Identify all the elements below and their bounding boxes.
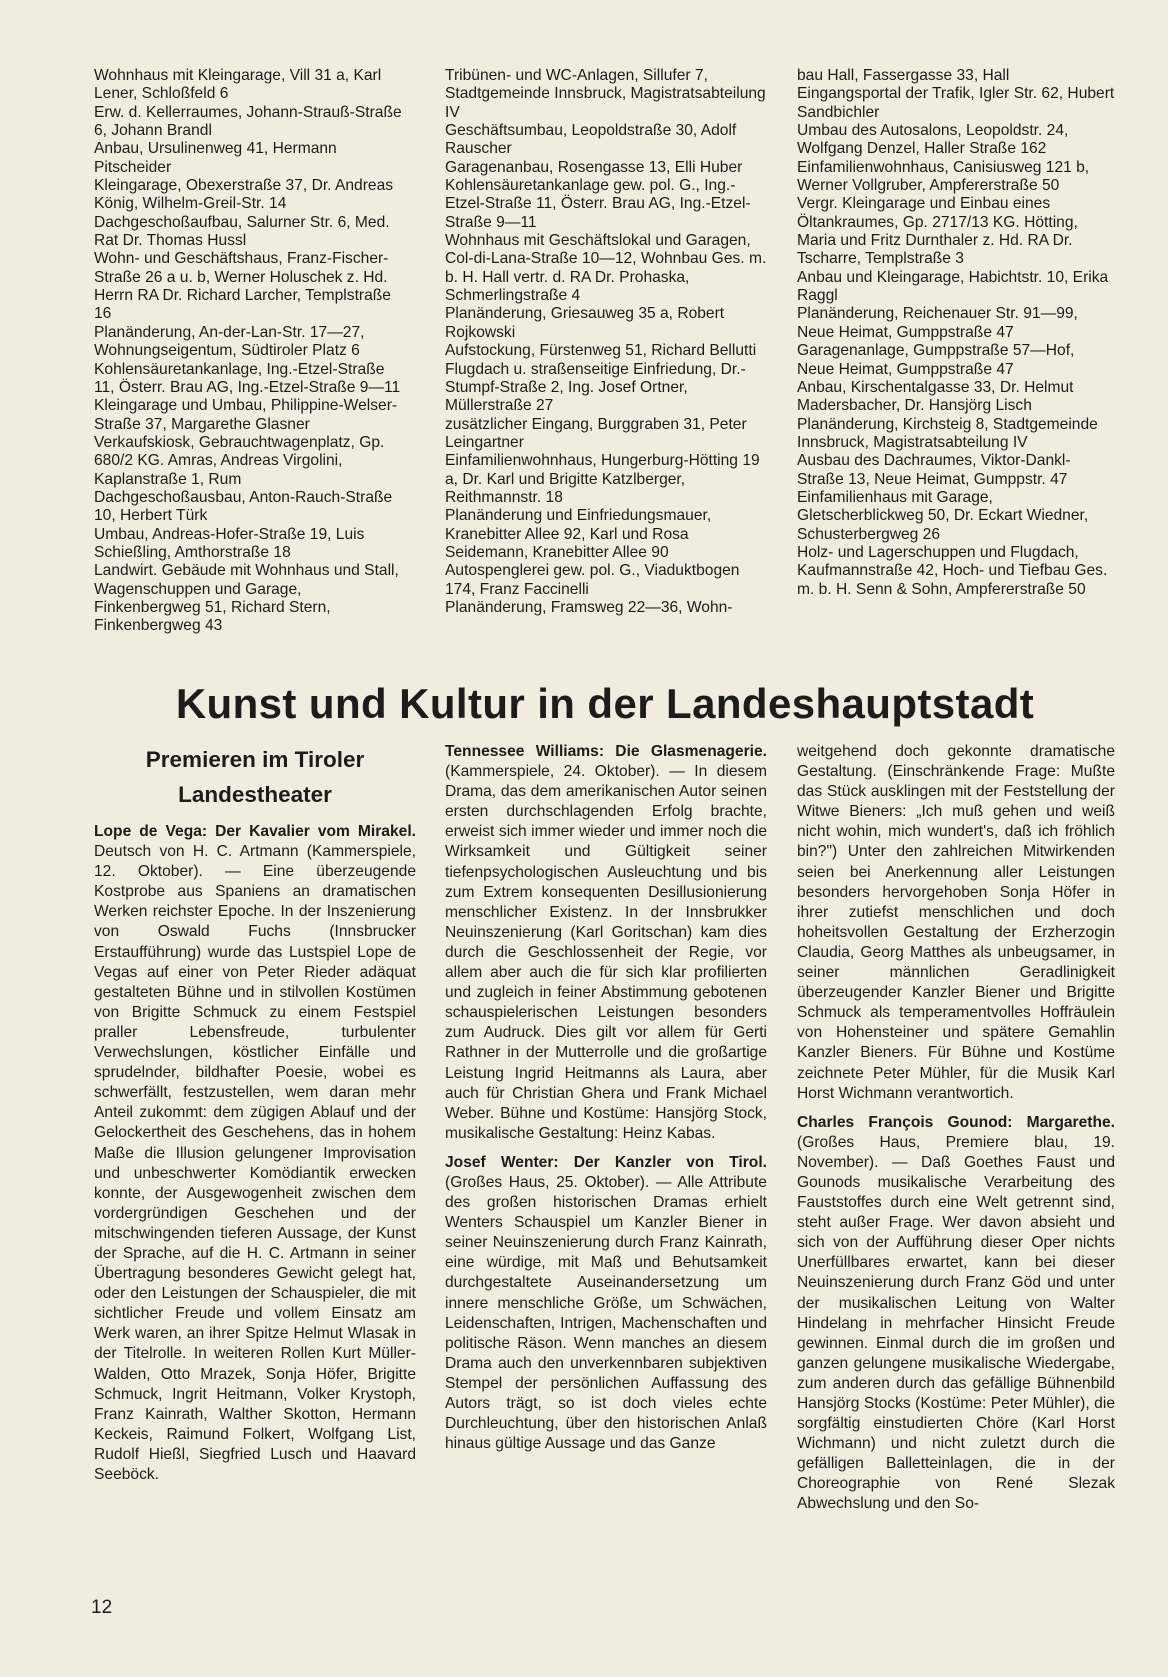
permit-entry: Umbau, Andreas-Hofer-Straße 19, Luis Schießling, Amthorstraße 18: [94, 525, 365, 561]
permit-entry: Planänderung und Einfriedungsmauer, Kranebitter Allee 92, Karl und Rosa Seidemann, Kranebitter Allee 90: [445, 507, 712, 561]
permit-entry: Garagenanbau, Rosengasse 13, Elli Huber: [445, 158, 743, 176]
review-text: (Kammerspiele, 24. Oktober). — In diesem Drama, das dem amerikanischen Autor seinen ersten durchschlagenden Erfolg brachte, erweist sich immer wieder und immer noch die Wirksamkeit und Gültigkeit seiner tiefenpsychologischen Ausleuchtung und bis zum Extrem konsequenten Desillusionierung menschlicher Existenz. In der Innsbrukker Neuinszenierung (Karl Goritschan) kam dies durch die Geschlossenheit der Regie, vor allem aber auch die für sich klar profilierten und zugleich in feiner Abstimmung gebotenen schauspielerischen Leistungen besonders zum Audruck. Dies gilt vor allem für Gerti Rathner in der Mutterrolle und die großartige Leistung Ingrid Heitmanns als Laura, aber auch für Christian Ghera und Frank Michael Weber. Bühne und Kostüme: Hansjörg Stock, musikalische Gestaltung: Heinz Kabas.: [445, 763, 767, 1142]
permit-entry: Wohn- und Geschäftshaus, Franz-Fischer-Straße 26 a u. b, Werner Holuschek z. Hd. Herrn RA Dr. Richard Larcher, Templstraße 16: [94, 250, 391, 323]
permit-entry: zusätzlicher Eingang, Burggraben 31, Peter Leingartner: [445, 415, 747, 451]
article-subheading: Premieren im Tiroler Landestheater: [145, 747, 365, 807]
permit-entry: Flugdach u. straßenseitige Einfriedung, Dr.-Stumpf-Straße 2, Ing. Josef Ortner, Müllerstraße 27: [445, 360, 746, 415]
review-text: Deutsch von H. C. Artmann (Kammerspiele, 12. Oktober). — Eine überzeugende Kostprobe aus Spaniens an dramatischen Werken reichster Epoche. In der Inszenierung von Oswald Fuchs (Innsbrucker Erstaufführung) wurde das Lustspiel Lope de Vegas auf einer von Peter Rieder adäquat gestalteten Bühne und in stilvollen Kostümen von Brigitte Schmuck zu einem Festspiel praller Lebensfreude, turbulenter Verwechslungen, köstlicher Einfälle und sprudelnder, bildhafter Poesie, wobei es schwerfällt, festzustellen, wem daran mehr Anteil zukommt: dem zügigen Ablauf und der Gelockertheit des Geschehens, das in hohem Maße die Illusion gelungener Improvisation und unbeschwerter Komödiantik erwecken konnte, der Ausgewogenheit zwischen dem vordergründigen Geschehen und der mitschwingenden tieferen Aussage, der Kunst der Sprache, auf die H. C. Artmann in seiner Übertragung besonderes Gewicht gelegt hat, oder den Leistungen der Schauspieler, die mit sichtlicher Freude und vollem Einsatz am Werk waren, an ihrer Spitze Helmut Wlasak in der Titelrolle. In weiteren Rollen Kurt Müller-Walden, Otto Mrazek, Sonja Höfer, Brigitte Schmuck, Ingrit Heitmann, Volker Krystoph, Franz Kainrath, Walther Skotton, Hermann Keckeis, Raimund Folkert, Wolfgang List, Rudolf Hießl, Siegfried Lusch und Haavard Seeböck.: [94, 843, 416, 1483]
page-number: 12: [91, 1597, 113, 1618]
permit-entry: Einfamilienwohnhaus, Canisiusweg 121 b, Werner Vollgruber, Ampfererstraße 50: [797, 158, 1090, 195]
building-permits-column-1: [94, 67, 406, 636]
permit-entry: Dachgeschoßausbau, Anton-Rauch-Straße 10, Herbert Türk: [94, 488, 393, 525]
building-permits-column-3: [797, 67, 1115, 599]
article-column-3: [797, 742, 1115, 1524]
permit-entry: Aufstockung, Fürstenweg 51, Richard Bellutti: [445, 342, 757, 360]
review-text: (Großes Haus, Premiere blau, 19. November). — Daß Goethes Faust und Gounods musikalische Verarbeitung des Fauststoffes durch eine Welt getrennt sind, steht außer Frage. Wer davon absieht und sich von der Aufführung dieser Oper nichts Unerfüllbares erwartet, kann bei dieser Neuinszenierung durch Franz Göd und unter der musikalischen Leitung von Walter Hindelang in mehrfacher Hinsicht Freude gewinnen. Einmal durch die im großen und ganzen gelungene musikalische Wiedergabe, zum anderen durch das gefällige Bühnenbild Hansjörg Stocks (Kostüme: Peter Mühler), die sorgfältig einstudierten Chöre (Karl Horst Wichmann) und nicht zuletzt durch die gefälligen Balletteinlagen, die in der Choreographie von René Slezak Abwechslung und den So-: [797, 1133, 1115, 1513]
permit-entry: Wohnhaus mit Kleingarage, Vill 31 a, Karl Lener, Schloßfeld 6: [94, 67, 382, 103]
permit-entry: Tribünen- und WC-Anlagen, Sillufer 7, Stadtgemeinde Innsbruck, Magistratsabteilung IV: [445, 67, 766, 121]
permit-entry: Planänderung, Griesauweg 35 a, Robert Rojkowski: [445, 305, 725, 341]
permit-entry: Ausbau des Dachraumes, Viktor-Dankl-Straße 13, Neue Heimat, Gumppstr. 47: [797, 452, 1071, 488]
permit-entry: Anbau, Kirschentalgasse 33, Dr. Helmut Madersbacher, Dr. Hansjörg Lisch: [797, 378, 1074, 415]
permit-entry: Einfamilienhaus mit Garage, Gletscherblickweg 50, Dr. Eckart Wiedner, Schusterbergweg 26: [797, 488, 1089, 543]
review-title: Josef Wenter: Der Kanzler von Tirol.: [445, 1153, 767, 1171]
permit-entry: Einfamilienwohnhaus, Hungerburg-Hötting 19 a, Dr. Karl und Brigitte Katzlberger, Reithmannstr. 18: [445, 452, 760, 506]
review-margarethe: [797, 1113, 1115, 1515]
review-title: Charles François Gounod: Margarethe.: [797, 1113, 1115, 1131]
review-kanzler-von-tirol: [445, 1153, 767, 1454]
building-permits-column-2: [445, 67, 767, 617]
permit-entry: Autospenglerei gew. pol. G., Viaduktbogen 174, Franz Faccinelli: [445, 562, 740, 598]
permit-entry: Eingangsportal der Trafik, Igler Str. 62, Hubert Sandbichler: [797, 85, 1115, 121]
review-text: (Großes Haus, 25. Oktober). — Alle Attribute des großen historischen Dramas erhielt Wenters Schauspiel um Kanzler Biener in seiner Neuinszenierung durch Franz Kainrath, eine würdige, mit Maß und Behutsamkeit durchgestaltete Auseinandersetzung um innere menschliche Größe, um Schwächen, Leidenschaften, Intrigen, Machenschaften und politische Räson. Wenn manches an diesem Drama auch den unverkennbaren subjektiven Stempel der persönlichen Auffassung des Autors trägt, so ist doch vieles echte Durchleuchtung, über den historischen Anlaß hinaus gültige Aussage und das Ganze: [445, 1173, 767, 1453]
permit-entry: Erw. d. Kellerraumes, Johann-Strauß-Straße 6, Johann Brandl: [94, 103, 402, 140]
permit-entry: Kleingarage und Umbau, Philippine-Welser-Straße 37, Margarethe Glasner: [94, 397, 398, 433]
review-kanzler-continuation: weitgehend doch gekonnte dramatische Gestaltung. (Einschränkende Frage: Mußte das Stück ausklingen mit der Feststellung der Witwe Bieners: „Ich muß gehen und weiß nicht wohin, mich wundert's, daß ich fröhlich bin?") Unter den zahlreichen Mitwirkenden seien bei Anerkennung aller Leistungen besonders hervorgehoben Sonja Höfer in ihrer zutiefst menschlichen und doch hoheitsvollen Gestaltung der Erzherzogin Claudia, Georg Matthes als unbeugsamer, in seiner männlichen Geradlinigkeit überzeugender Kanzler Biener und Brigitte Schmuck als temperamentvolles Hoffräulein von Hohensteiner und spätere Gemahlin Kanzler Bieners. Für Bühne und Kostüme zeichnete Peter Mühler, für die Musik Karl Horst Wichmann verantwortich.: [797, 743, 1115, 1102]
permit-entry: Kleingarage, Obexerstraße 37, Dr. Andreas König, Wilhelm-Greil-Str. 14: [94, 177, 394, 213]
section-headline: Kunst und Kultur in der Landeshauptstadt: [175, 680, 1035, 727]
review-title: Lope de Vega: Der Kavalier vom Mirakel.: [94, 823, 416, 840]
permit-entry: Planänderung, Framsweg 22—36, Wohn-: [445, 598, 733, 616]
article-column-1: [94, 822, 416, 1494]
article-column-2: [445, 742, 767, 1463]
review-title: Tennessee Williams: Die Glasmenagerie.: [445, 743, 767, 760]
permit-entry: Planänderung, An-der-Lan-Str. 17—27, Wohnungseigentum, Südtiroler Platz 6: [94, 323, 365, 360]
permit-entry: Anbau, Ursulinenweg 41, Hermann Pitscheider: [94, 140, 337, 176]
permit-entry: Anbau und Kleingarage, Habichtstr. 10, Erika Raggl: [797, 268, 1109, 305]
review-glasmenagerie: [445, 742, 767, 1144]
permit-entry: Vergr. Kleingarage und Einbau eines Öltankraumes, Gp. 2717/13 KG. Hötting, Maria und Fritz Durnthaler z. Hd. RA Dr. Tscharre, Templstraße 3: [797, 195, 1078, 268]
permit-entry: Garagenanlage, Gumppstraße 57—Hof, Neue Heimat, Gumppstraße 47: [797, 342, 1075, 378]
permit-entry: Kohlensäuretankanlage gew. pol. G., Ing.-Etzel-Straße 11, Österr. Brau AG, Ing.-Etzel-Straße 9—11: [445, 177, 751, 231]
permit-entry: Umbau des Autosalons, Leopoldstr. 24, Wolfgang Denzel, Haller Straße 162: [797, 122, 1069, 158]
review-lope-de-vega: [94, 822, 416, 1485]
permit-entry: Kohlensäuretankanlage, Ing.-Etzel-Straße 11, Österr. Brau AG, Ing.-Etzel-Straße 9—11: [94, 360, 401, 396]
permit-entry: Wohnhaus mit Geschäftslokal und Garagen, Col-di-Lana-Straße 10—12, Wohnbau Ges. m. b. H. Hall vertr. d. RA Dr. Prohaska, Schmerlingstraße 4: [445, 232, 767, 305]
permit-entry: Holz- und Lagerschuppen und Flugdach, Kaufmannstraße 42, Hoch- und Tiefbau Ges. m. b. H. Senn & Sohn, Ampfererstraße 50: [797, 543, 1108, 598]
permit-entry: bau Hall, Fassergasse 33, Hall: [797, 67, 1010, 84]
permit-entry: Verkaufskiosk, Gebrauchtwagenplatz, Gp. 680/2 KG. Amras, Andreas Virgolini, Kaplanstraße 1, Rum: [94, 433, 385, 488]
permit-entry: Planänderung, Kirchsteig 8, Stadtgemeinde Innsbruck, Magistratsabteilung IV: [797, 415, 1098, 451]
permit-entry: Dachgeschoßaufbau, Salurner Str. 6, Med. Rat Dr. Thomas Hussl: [94, 213, 390, 250]
permit-entry: Landwirt. Gebäude mit Wohnhaus und Stall, Wagenschuppen und Garage, Finkenbergweg 51, Richard Stern, Finkenbergweg 43: [94, 562, 399, 635]
permit-entry: Geschäftsumbau, Leopoldstraße 30, Adolf Rauscher: [445, 122, 737, 158]
permit-entry: Planänderung, Reichenauer Str. 91—99, Neue Heimat, Gumppstraße 47: [797, 305, 1078, 341]
